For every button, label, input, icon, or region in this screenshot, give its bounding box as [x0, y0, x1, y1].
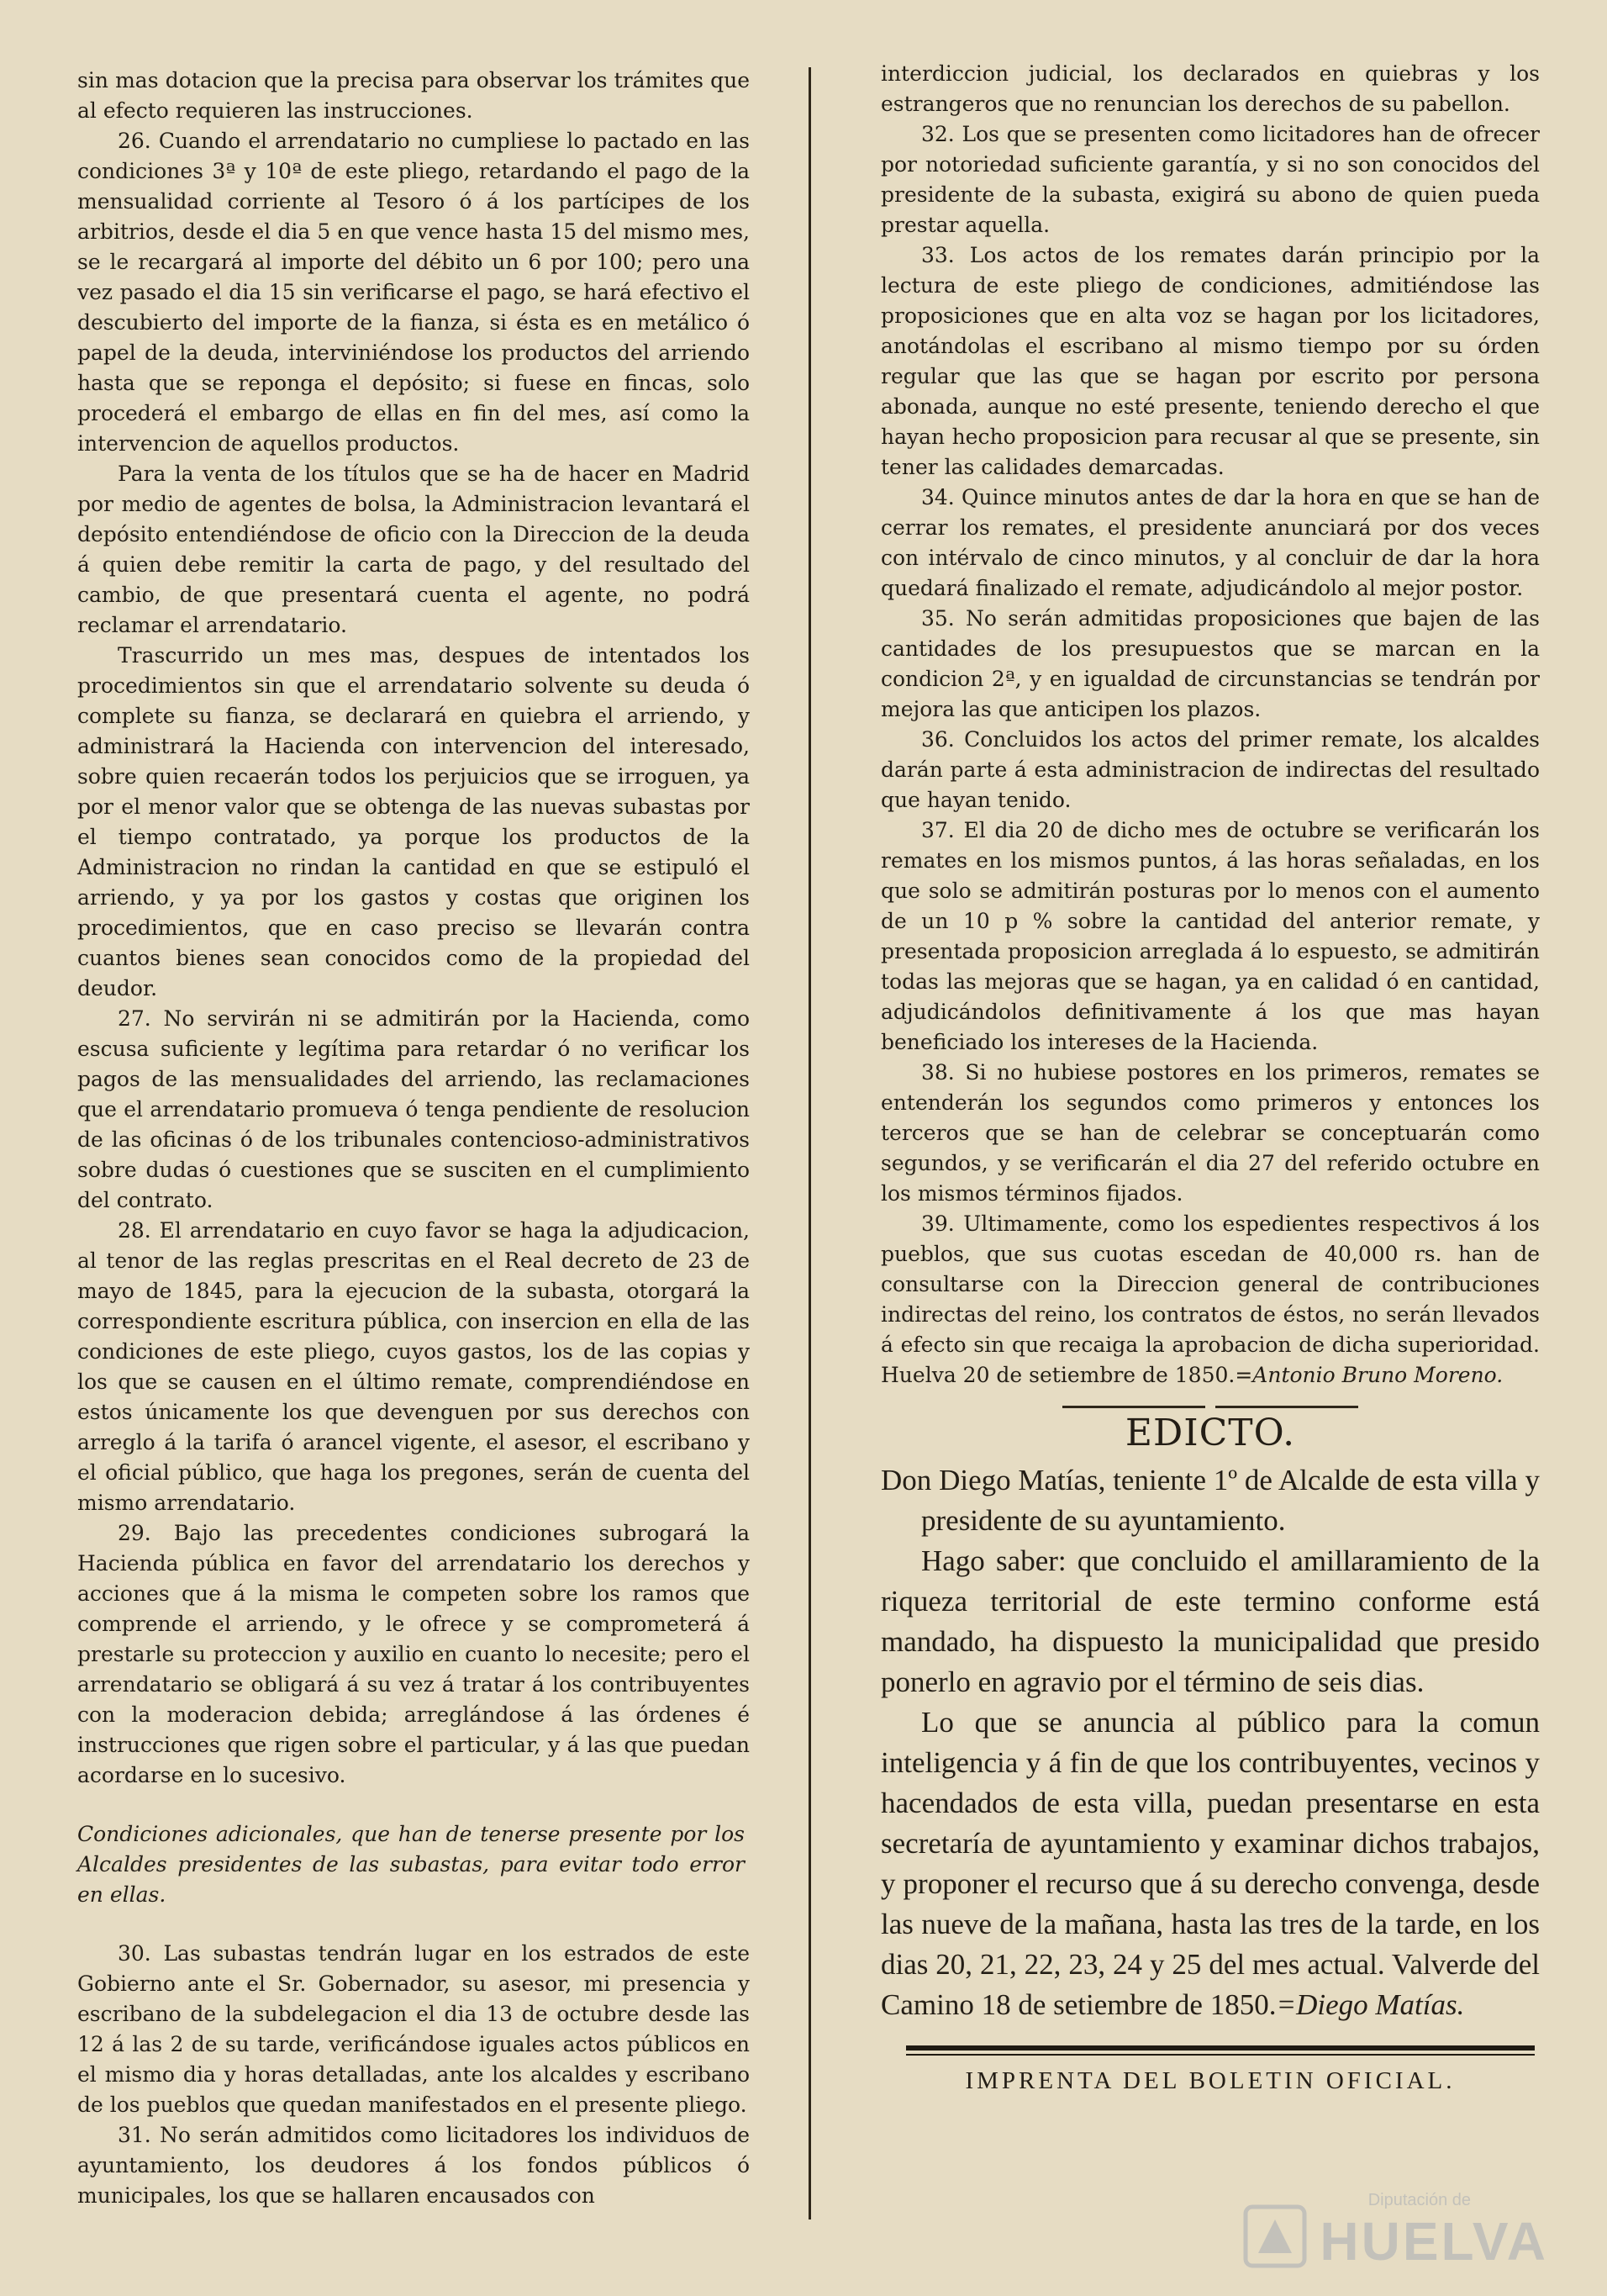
edicto-hago-saber: Hago saber: que concluido el amillaramiento de la riqueza territorial de este termino conforme está mandado, ha dispuesto la municipalidad que presido ponerlo en agravio por el término de seis dias. [881, 1544, 1540, 1698]
watermark-logo [1237, 2185, 1548, 2278]
paragraph-trascurrido: Trascurrido un mes mas, despues de intentados los procedimientos sin que el arrendatario solvente su deuda ó complete su fianza, se declarará en quiebra el arriendo, y administrará la Hacienda con intervencion del interesado, sobre quien recaerán todos los perjuicios que se irroguen, ya por el menor valor que se obtenga de las nuevas subastas por el tiempo contratado, ya porque los productos de la Administracion no rindan la cantidad en que se estipuló el arriendo, y ya por los gastos y costas que originen los procedimientos, que en caso preciso se llevarán contra cuantos bienes sean conocidos como de la propiedad del deudor. [77, 643, 750, 1000]
edicto-anuncio-text: Lo que se anuncia al público para la comun inteligencia y á fin de que los contribuyentes, vecinos y hacendados de esta villa, puedan presentarse en esta secretaría de ayuntamiento y examinar dichos trabajos, y proponer el recurso que á su derecho convenga, desde las nueve de la mañana, hasta las tres de la tarde, en los dias 20, 21, 22, 23, 24 y 25 del mes actual. Valverde del Camino 18 de setiembre de 1850. [881, 1706, 1540, 2021]
left-column [77, 66, 750, 2211]
watermark-text: HUELVA [1320, 2211, 1548, 2272]
paragraph-34: 34. Quince minutos antes de dar la hora en que se han de cerrar los remates, el presidente anunciará por dos veces con intérvalo de cinco minutos, y al concluir de dar la hora quedará finalizado el remate, adjudicándolo al mejor postor. [881, 485, 1540, 600]
column-divider [809, 67, 811, 2219]
paragraph-31: 31. No serán admitidos como licitadores los individuos de ayuntamiento, los deudores á los fondos públicos ó municipales, los que se hallaren encausados con [77, 2123, 750, 2208]
separator-rule [881, 1406, 1540, 1408]
paragraph-35: 35. No serán admitidas proposiciones que bajen de las cantidades de los presupuestos que se marcan en la condicion 2ª, y en igualdad de circunstancias se tendrán por mejora las que anticipen los plazos. [881, 606, 1540, 721]
paragraph-39 [881, 1209, 1540, 1391]
watermark-small-text: Diputación de [1367, 2191, 1471, 2209]
edicto-anuncio [881, 1702, 1540, 2025]
paragraph-36: 36. Concluidos los actos del primer remate, los alcaldes darán parte á esta administracion de indirectas del resultado que hayan tenido. [881, 727, 1540, 812]
signature-diego: =Diego Matías. [1276, 1988, 1465, 2021]
paragraph-continuation-right: interdiccion judicial, los declarados en quiebras y los estrangeros que no renuncian los derechos de su pabellon. [881, 61, 1540, 116]
watermark-emblem-icon [1237, 2198, 1313, 2274]
heading-condiciones-adicionales: Condiciones adicionales, que han de tenerse presente por los Alcaldes presidentes de las subastas, para evitar todo error en ellas. [77, 1822, 745, 1907]
edicto-intro: Don Diego Matías, teniente 1º de Alcalde de esta villa y presidente de su ayuntamiento. [881, 1464, 1540, 1537]
edicto-title: EDICTO. [1125, 1412, 1296, 1454]
imprint-line: IMPRENTA DEL BOLETIN OFICIAL. [965, 2067, 1456, 2094]
signature-antonio: =Antonio Bruno Moreno. [1235, 1363, 1504, 1387]
paragraph-30: 30. Las subastas tendrán lugar en los estrados de este Gobierno ante el Sr. Gobernador, su asesor, mi presencia y escribano de la subdelegacion el dia 13 de octubre desde las 12 á las 2 de su tarde, verificándose iguales actos públicos en el mismo dia y horas detalladas, ante los alcaldes y escribano de los pueblos que quedan manifestados en el presente pliego. [77, 1941, 750, 2117]
paragraph-29: 29. Bajo las precedentes condiciones subrogará la Hacienda pública en favor del arrendatario los derechos y acciones que á la misma le competen sobre los ramos que comprende el arriendo, y le ofrece y se comprometerá á prestarle su proteccion y auxilio en cuanto lo necesite; pero el arrendatario se obligará á su vez á tratar á los contribuyentes con la moderacion debida; arreglándose á las órdenes é instrucciones que rigen sobre el particular, y á las que puedan acordarse en lo sucesivo. [77, 1521, 750, 1787]
right-column [881, 59, 1540, 2095]
paragraph-37: 37. El dia 20 de dicho mes de octubre se verificarán los remates en los mismos puntos, á las horas señaladas, en los que solo se admitirán posturas por lo menos con el aumento de un 10 p % sobre la cantidad del anterior remate, y presentada proposicion arreglada á lo espuesto, se admitirán todas las mejoras que se hagan, ya en calidad ó en cantidad, adjudicándolos definitivamente á los que mas hayan beneficiado los intereses de la Hacienda. [881, 818, 1540, 1054]
paragraph-venta-titulos: Para la venta de los títulos que se ha de hacer en Madrid por medio de agentes de bolsa, la Administracion levantará el depósito entendiéndose de oficio con la Direccion de la deuda á quien debe remitir la carta de pago, y del resultado del cambio, de que presentará cuenta el agente, no podrá reclamar el arrendatario. [77, 462, 750, 637]
paragraph-26: 26. Cuando el arrendatario no cumpliese lo pactado en las condiciones 3ª y 10ª de este pliego, retardando el pago de la mensualidad corriente al Tesoro ó á los partícipes de los arbitrios, desde el dia 5 en que vence hasta 15 del mismo mes, se le recargará al importe del débito un 6 por 100; pero una vez pasado el dia 15 sin verificarse el pago, se hará efectivo el descubierto del importe de la fianza, si ésta es en metálico ó papel de la deuda, interviniéndose los productos del arriendo hasta que se reponga el depósito; si fuese en fincas, solo procederá el embargo de ellas en fin del mes, así como la intervencion de aquellos productos. [77, 129, 750, 456]
paragraph-28: 28. El arrendatario en cuyo favor se haga la adjudicacion, al tenor de las reglas prescritas en el Real decreto de 23 de mayo de 1845, para la ejecucion de la subasta, otorgará la correspondiente escritura pública, con insercion en ella de las condiciones de este pliego, cuyos gastos, los de las copias y los que se causen en el último remate, comprendiéndose en estos únicamente los que devenguen por sus derechos con arreglo á la tarifa ó arancel vigente, el asesor, el escribano y el oficial público, que haga los pregones, serán de cuenta del mismo arrendatario. [77, 1218, 750, 1515]
paragraph-continuation: sin mas dotacion que la precisa para observar los trámites que al efecto requieren las instrucciones. [77, 68, 750, 123]
closing-rule [881, 2045, 1540, 2056]
paragraph-33: 33. Los actos de los remates darán principio por la lectura de este pliego de condiciones, admitiéndose las proposiciones que en alta voz se hagan por los licitadores, anotándolas el escribano al mismo tiempo por su órden regular que las que se hagan por escrito por persona abonada, aunque no esté presente, teniendo derecho el que hayan hecho proposicion para recusar al que se presente, sin tener las calidades demarcadas. [881, 243, 1540, 479]
paragraph-39-text: 39. Ultimamente, como los espedientes respectivos á los pueblos, que sus cuotas escedan de 40,000 rs. han de consultarse con la Direccion general de contribuciones indirectas del reino, los contratos de éstos, no serán llevados á efecto sin que recaiga la aprobacion de dicha superioridad. Huelva 20 de setiembre de 1850. [881, 1211, 1540, 1387]
paragraph-27: 27. No servirán ni se admitirán por la Hacienda, como escusa suficiente y legítima para retardar ó no verificar los pagos de las mensualidades del arriendo, las reclamaciones que el arrendatario promueva ó tenga pendiente de resolucion de las oficinas ó de los tribunales contencioso-administrativos sobre dudas ó cuestiones que se susciten en el cumplimiento del contrato. [77, 1006, 750, 1212]
paragraph-32: 32. Los que se presenten como licitadores han de ofrecer por notoriedad suficiente garantía, y si no son conocidos del presidente de la subasta, exigirá su abono de quien pueda prestar aquella. [881, 122, 1540, 237]
paragraph-38: 38. Si no hubiese postores en los primeros, remates se entenderán los segundos como primeros y entonces los terceros que se han de celebrar se conceptuarán como segundos, y se verificarán el dia 27 del referido octubre en los mismos términos fijados. [881, 1060, 1540, 1206]
